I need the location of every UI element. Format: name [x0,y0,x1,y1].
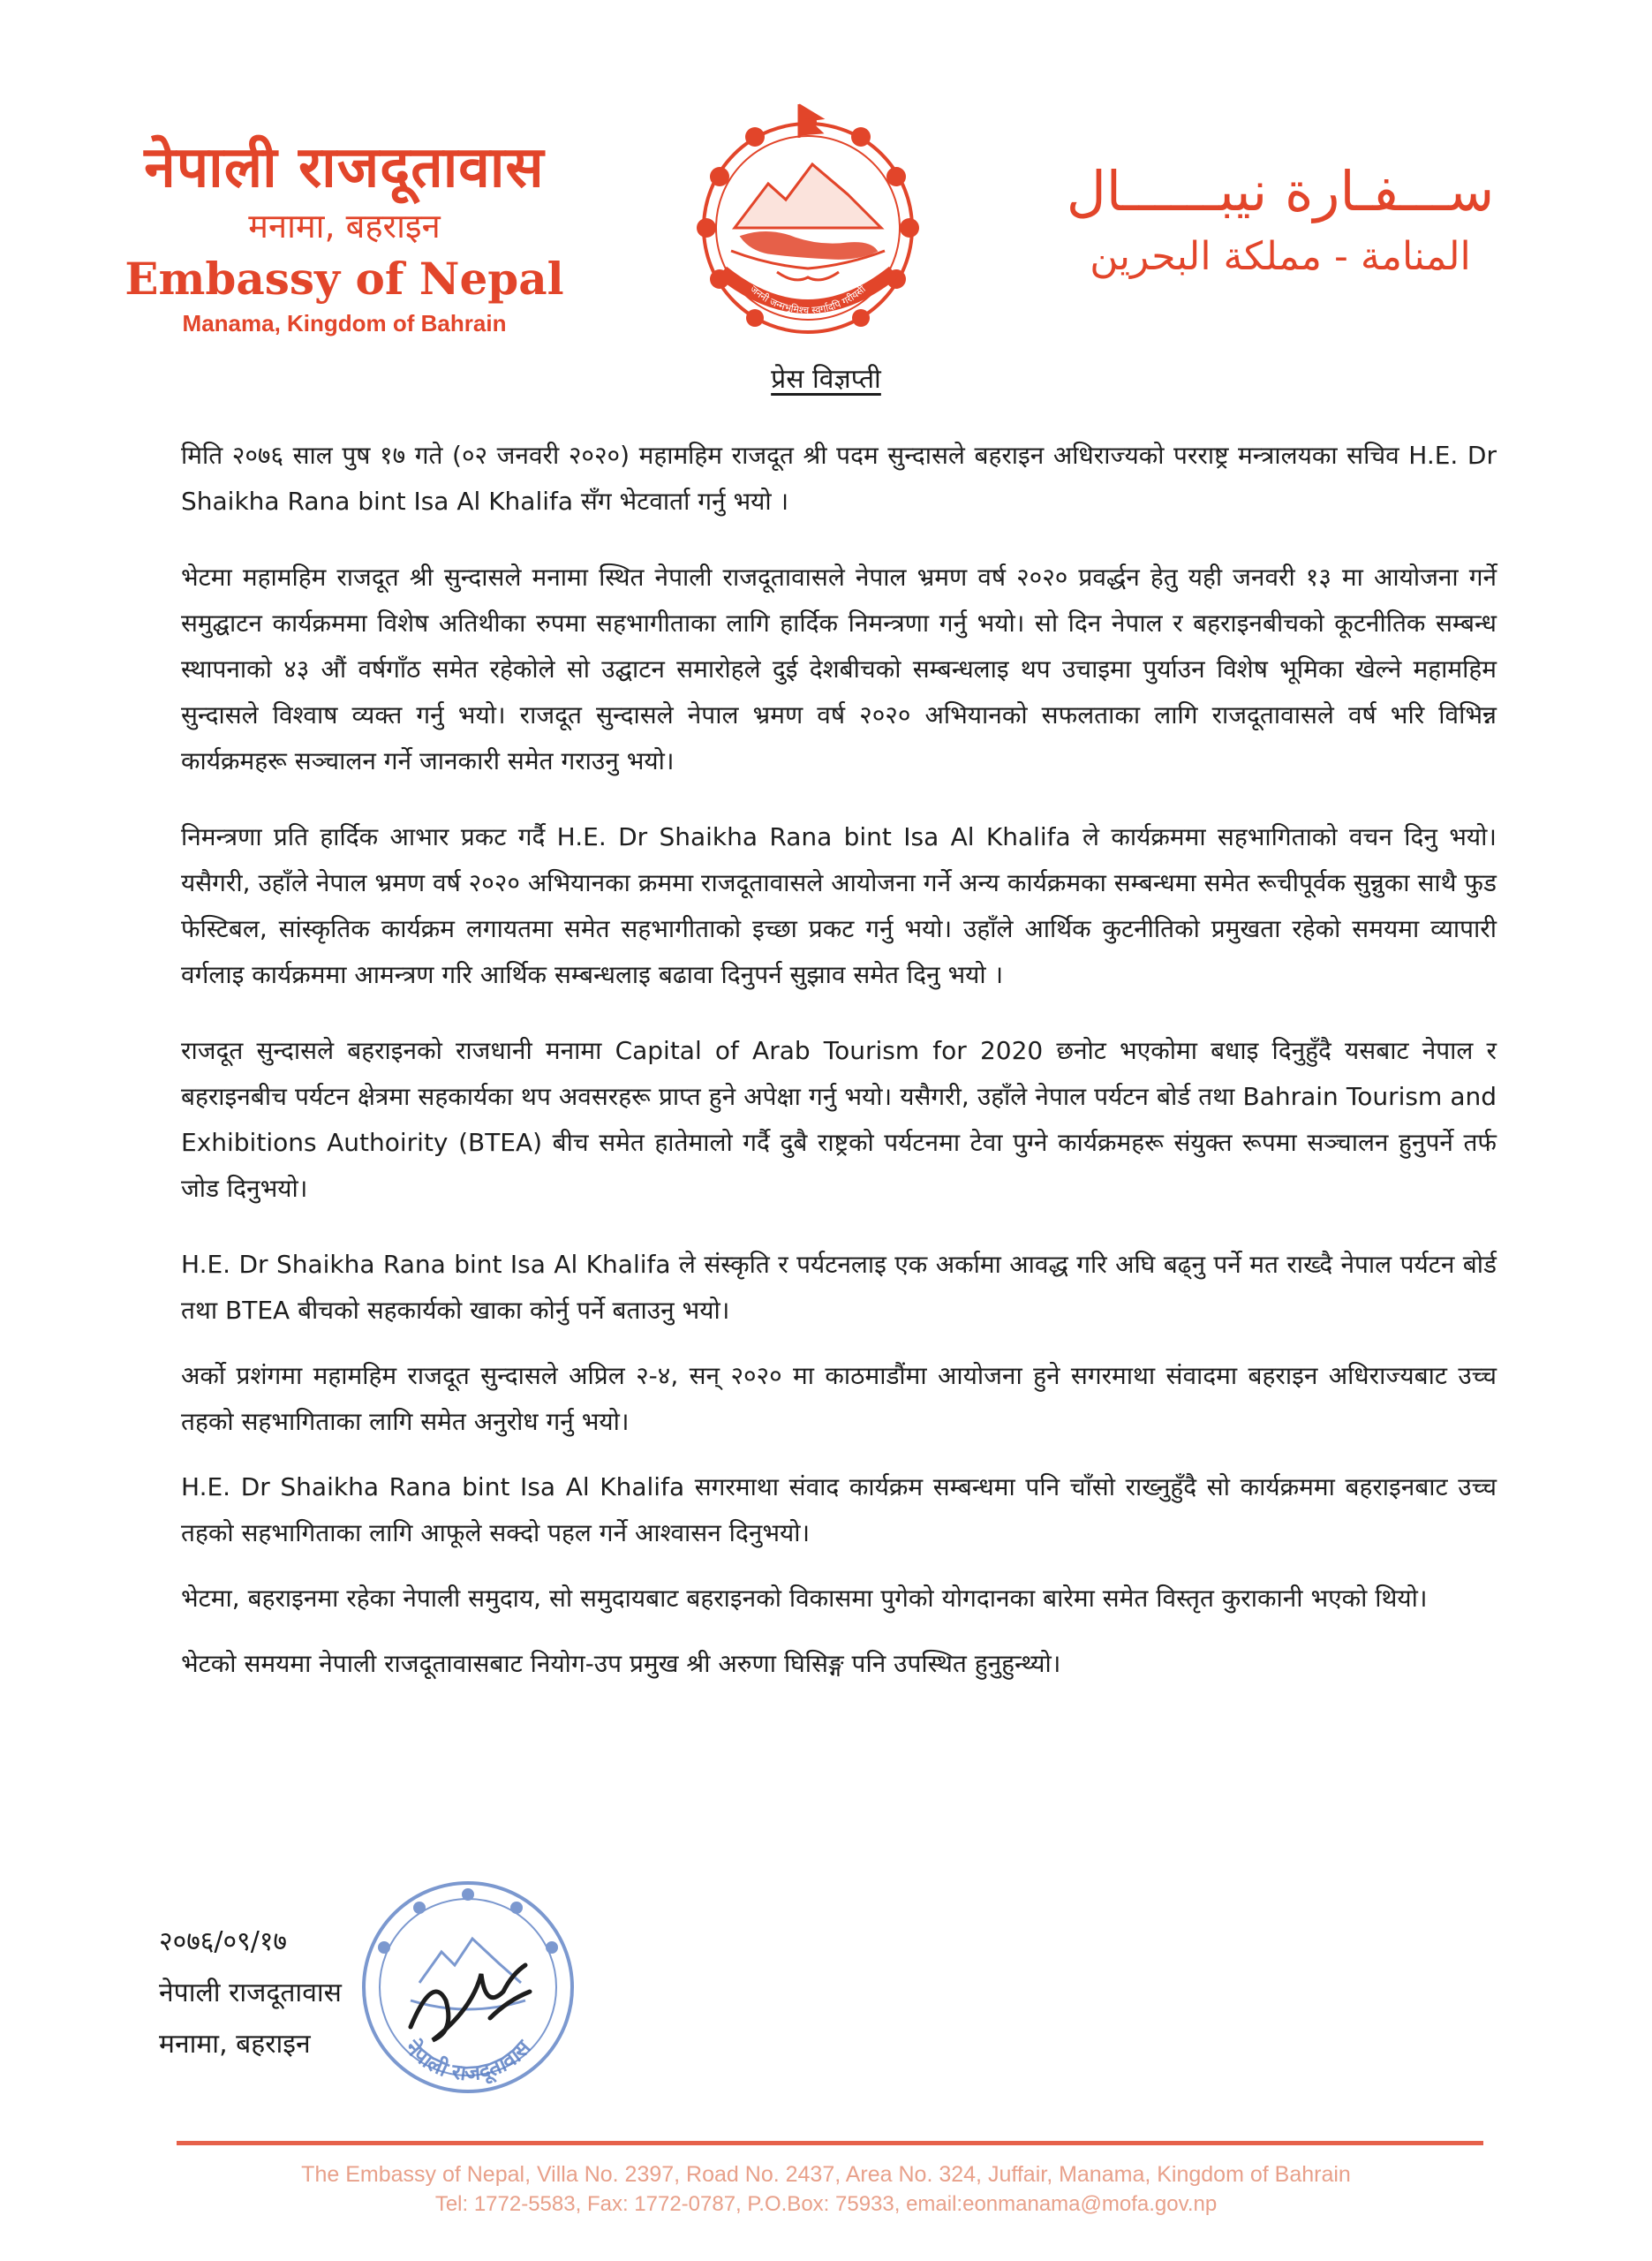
letterhead-english-title: Embassy of Nepal [124,253,564,305]
paragraph-1: मिति २०७६ साल पुष १७ गते (०२ जनवरी २०२०) महामहिम राजदूत श्री पदम सुन्दासले बहराइन अधिराज्यको परराष्ट्र मन्त्रालयका सचिव H.E. Dr Shaikha Rana bint Isa Al Khalifa सँग भेटवार्ता गर्नु भयो । [181,441,1497,516]
closing-organization: नेपाली राजदूतावास [159,1977,342,2008]
paragraph-4: राजदूत सुन्दासले बहराइनको राजधानी मनामा Capital of Arab Tourism for 2020 छनोट भएकोमा बधाइ दिनुहुँदै यसबाट नेपाल र बहराइनबीच पर्यटन क्षेत्रमा सहकार्यका थप अवसरहरू प्राप्त हुने अपेक्षा गर्नु भयो। यसैगरी, उहाँले नेपाल पर्यटन बोर्ड तथा Bahrain Tourism and Exhibitions Authoirity (BTEA) बीच समेत हातेमालो गर्दै दुबै राष्ट्रको पर्यटनमा टेवा पुग्ने कार्यक्रमहरू संयुक्त रूपमा सञ्चालन हुनुपर्ने तर्फ जोड दिनुभयो। [181,1036,1497,1203]
footer [0,2159,1652,2219]
footer-address: The Embassy of Nepal, Villa No. 2397, Road No. 2437, Area No. 324, Juffair, Manama, Kingdom of Bahrain [301,2162,1351,2187]
emblem-motto: जननी जन्मभूमिश्च स्वर्गादपि गरीयसी [748,283,868,316]
footer-contact: Tel: 1772-5583, Fax: 1772-0787, P.O.Box: 75933, email:eonmanama@mofa.gov.np [434,2192,1218,2216]
seal-text: नेपाली राजदूतावास [400,2035,536,2086]
press-release-heading [0,362,1652,397]
paragraph-6: अर्को प्रशंगमा महामहिम राजदूत सुन्दासले अप्रिल २-४, सन् २०२० मा काठमाडौंमा आयोजना हुने सगरमाथा संवादमा बहराइन अधिराज्यबाट उच्च तहको सहभागिताका लागि समेत अनुरोध गर्नु भयो। [181,1361,1497,1436]
paragraph-2: भेटमा महामहिम राजदूत श्री सुन्दासले मनामा स्थित नेपाली राजदूतावासले नेपाल भ्रमण वर्ष २०२० प्रवर्द्धन हेतु यही जनवरी १३ मा आयोजना गर्ने समुद्घाटन कार्यक्रममा विशेष अतिथीका रुपमा सहभागीताका लागि हार्दिक निमन्त्रणा गर्नु भयो। सो दिन नेपाल र बहराइनबीचको कूटनीतिक सम्बन्ध स्थापनाको ४३ औं वर्षगाँठ समेत रहेकोले सो उद्घाटन समारोहले दुई देशबीचको सम्बन्धलाइ थप उचाइमा पुर्याउन विशेष भूमिका खेल्ने महामहिम सुन्दासले विश्वाष व्यक्त गर्नु भयो। राजदूत सुन्दासले नेपाल भ्रमण वर्ष २०२० अभियानको सफलताका लागि राजदूतावासले वर्ष भरि विभिन्न कार्यक्रमहरू सञ्चालन गर्ने जानकारी समेत गराउनु भयो। [181,563,1497,775]
closing-date: २०७६/०९/१७ [159,1926,288,1957]
letterhead-english-city: Manama, Kingdom of Bahrain [182,310,507,337]
paragraph-5: H.E. Dr Shaikha Rana bint Isa Al Khalifa ले संस्कृति र पर्यटनलाइ एक अर्कामा आवद्ध गरि अघि बढ्नु पर्ने मत राख्दै नेपाल पर्यटन बोर्ड तथा BTEA बीचको सहकार्यको खाका कोर्नु पर्ने बताउनु भयो। [181,1250,1497,1325]
nepal-emblem-icon [680,95,936,352]
paragraph-9: भेटको समयमा नेपाली राजदूतावासबाट नियोग-उप प्रमुख श्री अरुणा घिसिङ्ग पनि उपस्थित हुनुहुन्थ्यो। [181,1649,1061,1678]
closing-block [159,1917,512,2070]
letterhead-left [115,132,574,339]
footer-divider [177,2141,1483,2145]
press-release-body [181,433,1497,1706]
paragraph-7: H.E. Dr Shaikha Rana bint Isa Al Khalifa सगरमाथा संवाद कार्यक्रम सम्बन्धमा पनि चाँसो राख्नुहुँदै सो कार्यक्रममा बहराइनबाट उच्च तहको सहभागिताका लागि आफूले सक्दो पहल गर्ने आश्वासन दिनुभयो। [181,1472,1497,1547]
paragraph-8: भेटमा, बहराइनमा रहेका नेपाली समुदाय, सो समुदायबाट बहराइनको विकासमा पुगेको योगदानका बारेमा समेत विस्तृत कुराकानी भएको थियो। [181,1584,1428,1613]
heading-text: प्रेस विज्ञप्ती [771,364,881,395]
letterhead-arabic-title: ســـفـارة نيبــــــال [1066,159,1495,223]
paragraph-3: निमन्त्रणा प्रति हार्दिक आभार प्रकट गर्दै H.E. Dr Shaikha Rana bint Isa Al Khalifa ले कार्यक्रममा सहभागिताको वचन दिनु भयो। यसैगरी, उहाँले नेपाल भ्रमण वर्ष २०२० अभियानका क्रममा राजदूतावासले आयोजना गर्ने अन्य कार्यक्रमका सम्बन्धमा समेत रूचीपूर्वक सुन्नुका साथै फुड फेस्टिबल, सांस्कृतिक कार्यक्रम लगायतमा समेत सहभागीताको इच्छा प्रकट गर्नु भयो। उहाँले आर्थिक कुटनीतिको प्रमुखता रहेको समयमा व्यापारी वर्गलाइ कार्यक्रममा आमन्त्रण गरि आर्थिक सम्बन्धलाइ बढावा दिनुपर्न सुझाव समेत दिनु भयो । [181,822,1497,989]
letterhead-arabic-city: المنامة - مملكة البحرين [1090,234,1471,279]
letterhead-nepali-city: मनामा, बहराइन [248,207,441,246]
letterhead-right [1015,155,1545,285]
closing-city: मनामा, बहराइन [159,2029,311,2060]
letterhead-nepali-title: नेपाली राजदूतावास [144,135,545,200]
